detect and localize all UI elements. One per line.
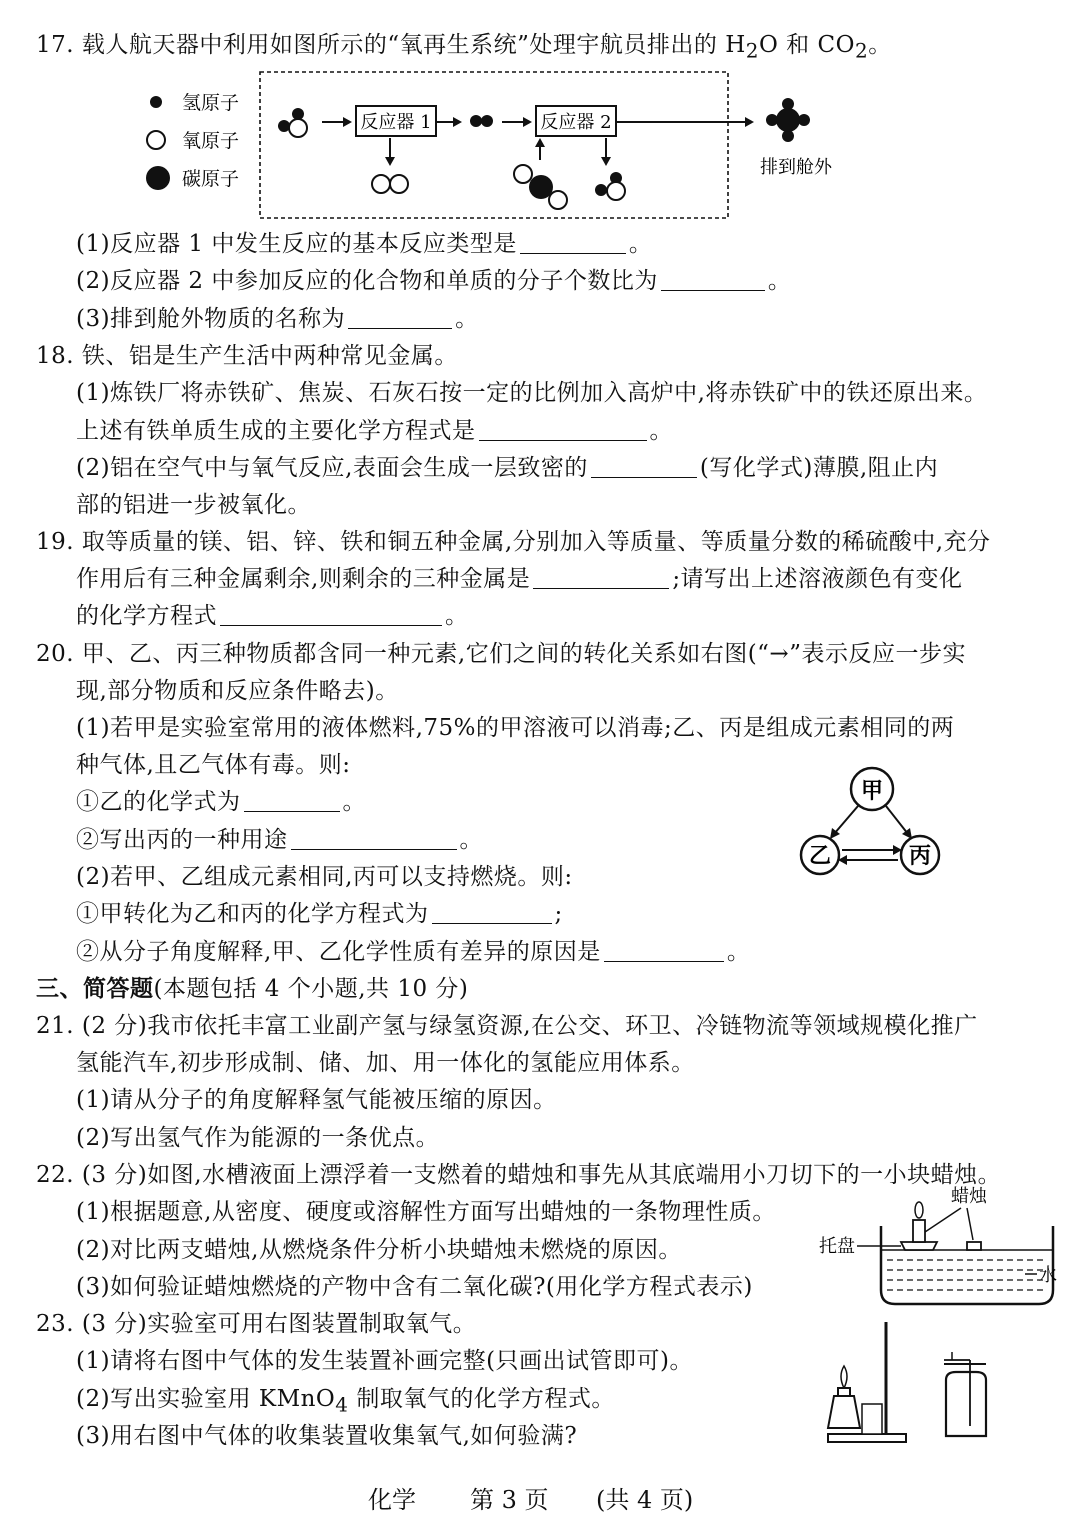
q23-line2: (1)请将右图中气体的发生装置补画完整(只画出试管即可)。 bbox=[76, 1348, 694, 1374]
svg-text:乙: 乙 bbox=[808, 843, 832, 869]
q21-line4: (2)写出氢气作为能源的一条优点。 bbox=[76, 1125, 440, 1151]
answer-blank[interactable] bbox=[661, 268, 765, 291]
label-candle: 蜡烛 bbox=[951, 1186, 987, 1207]
small-candle-piece bbox=[967, 1242, 981, 1250]
legend-carbon: 碳原子 bbox=[182, 168, 240, 190]
q23-line3: (2)写出实验室用 KMnO$_4$ 制取氧气的化学方程式。 bbox=[76, 1386, 615, 1417]
q19-line1: 19. 取等质量的镁、铝、锌、铁和铜五种金属,分别加入等质量、等质量分数的稀硫酸中,充分 bbox=[36, 529, 991, 555]
node-bing bbox=[901, 836, 939, 874]
svg-text:丙: 丙 bbox=[908, 843, 932, 869]
q23-line4: (3)用右图中气体的收集装置收集氧气,如何验满? bbox=[76, 1423, 578, 1449]
water-trough bbox=[881, 1226, 1053, 1304]
exhaust-label: 排到舱外 bbox=[760, 157, 832, 178]
q18-part1a: (1)炼铁厂将赤铁矿、焦炭、石灰石按一定的比例加入高炉中,将赤铁矿中的铁还原出来。 bbox=[76, 380, 988, 406]
q20-line6: ②写出丙的一种用途 。 bbox=[76, 827, 483, 853]
oxygen-legend-icon bbox=[147, 131, 165, 149]
q17-stem: 17. 载人航天器中利用如图所示的“氧再生系统”处理宇航员排出的 $H_2O$ 和 $CO_2$。 bbox=[36, 32, 892, 63]
hydrogen-legend-icon bbox=[150, 96, 162, 108]
q23-apparatus-diagram bbox=[820, 1316, 1000, 1452]
gas-collection-bottle bbox=[944, 1352, 986, 1436]
q21-line1: 21. (2 分)我市依托丰富工业副产氢与绿氢资源,在公交、环卫、冷链物流等领域规模化推广 bbox=[36, 1013, 978, 1039]
answer-blank[interactable] bbox=[244, 789, 340, 812]
svg-text:甲: 甲 bbox=[860, 778, 884, 804]
label-water: 水 bbox=[1039, 1265, 1057, 1286]
footer-subject: 化学 bbox=[368, 1486, 416, 1514]
q20-line2: 现,部分物质和反应条件略去)。 bbox=[76, 678, 399, 704]
q20-triangle-diagram bbox=[790, 762, 950, 880]
q20-line5: ①乙的化学式为 。 bbox=[76, 789, 366, 815]
q19-line3: 的化学方程式 。 bbox=[76, 603, 469, 629]
node-yi bbox=[801, 836, 839, 874]
reactor-2-label: 反应器 2 bbox=[540, 112, 612, 133]
answer-blank[interactable] bbox=[520, 231, 626, 254]
answer-blank[interactable] bbox=[432, 901, 552, 924]
q20-line7: (2)若甲、乙组成元素相同,丙可以支持燃烧。则: bbox=[76, 864, 573, 890]
q18-part2b: 部的铝进一步被氧化。 bbox=[76, 492, 311, 518]
q19-line2: 作用后有三种金属剩余,则剩余的三种金属是 ;请写出上述溶液颜色有变化 bbox=[76, 566, 963, 592]
water-molecule bbox=[278, 108, 307, 137]
system-frame bbox=[260, 72, 728, 218]
burning-candle bbox=[913, 1220, 925, 1242]
q20-line1: 20. 甲、乙、丙三种物质都含同一种元素,它们之间的转化关系如右图(“→”表示反应一步实 bbox=[36, 641, 966, 667]
q22-line1: 22. (3 分)如图,水槽液面上漂浮着一支燃着的蜡烛和事先从其底端用小刀切下的一小块蜡烛。 bbox=[36, 1162, 1002, 1188]
q18-part2a: (2)铝在空气中与氧气反应,表面会生成一层致密的 (写化学式)薄膜,阻止内 bbox=[76, 455, 939, 481]
label-tray: 托盘 bbox=[819, 1236, 855, 1257]
carbon-legend-icon bbox=[146, 166, 170, 190]
reactor-1-label: 反应器 1 bbox=[360, 112, 432, 133]
water-product-molecule bbox=[595, 172, 625, 200]
q22-candle-diagram bbox=[815, 1180, 1065, 1312]
legend-hydrogen: 氢原子 bbox=[182, 92, 240, 114]
flame-icon bbox=[915, 1202, 923, 1218]
q22-line4: (3)如何验证蜡烛燃烧的产物中含有二氧化碳?(用化学方程式表示) bbox=[76, 1274, 753, 1300]
q20-line9: ②从分子角度解释,甲、乙化学性质有差异的原因是 。 bbox=[76, 939, 751, 965]
methane-molecule bbox=[766, 98, 810, 142]
answer-blank[interactable] bbox=[291, 827, 457, 850]
hydrogen-molecule bbox=[470, 115, 493, 127]
footer-page-number: 第 3 页 bbox=[470, 1486, 549, 1514]
footer-total-pages: (共 4 页) bbox=[596, 1486, 694, 1514]
q22-line2: (1)根据题意,从密度、硬度或溶解性方面写出蜡烛的一条物理性质。 bbox=[76, 1199, 776, 1225]
answer-blank[interactable] bbox=[604, 939, 724, 962]
answer-blank[interactable] bbox=[591, 455, 697, 478]
q18-part1b: 上述有铁单质生成的主要化学方程式是 。 bbox=[76, 418, 673, 444]
oxygen-molecule bbox=[372, 175, 408, 193]
q17-part1: (1)反应器 1 中发生反应的基本反应类型是 。 bbox=[76, 231, 653, 257]
q17-part2: (2)反应器 2 中参加反应的化合物和单质的分子个数比为 。 bbox=[76, 268, 792, 294]
answer-blank[interactable] bbox=[479, 418, 647, 441]
iron-stand-base bbox=[828, 1434, 906, 1442]
answer-blank[interactable] bbox=[220, 603, 442, 626]
q21-line3: (1)请从分子的角度解释氢气能被压缩的原因。 bbox=[76, 1087, 557, 1113]
q17-diagram bbox=[140, 66, 840, 226]
q17-part3: (3)排到舱外物质的名称为 。 bbox=[76, 306, 479, 332]
section-3-heading: 三、简答题(本题包括 4 个小题,共 10 分) bbox=[36, 976, 469, 1002]
answer-blank[interactable] bbox=[533, 566, 669, 589]
q20-line4: 种气体,且乙气体有毒。则: bbox=[76, 752, 351, 778]
tray bbox=[901, 1242, 937, 1250]
alcohol-lamp-icon bbox=[828, 1366, 860, 1428]
q20-line8: ①甲转化为乙和丙的化学方程式为 ; bbox=[76, 901, 563, 927]
q20-line3: (1)若甲是实验室常用的液体燃料,75%的甲溶液可以消毒;乙、丙是组成元素相同的两 bbox=[76, 715, 955, 741]
q23-line1: 23. (3 分)实验室可用右图装置制取氧气。 bbox=[36, 1311, 477, 1337]
answer-blank[interactable] bbox=[348, 306, 452, 329]
legend-oxygen: 氧原子 bbox=[182, 130, 240, 152]
q21-line2: 氢能汽车,初步形成制、储、加、用一体化的氢能应用体系。 bbox=[76, 1050, 695, 1076]
carbon-dioxide-molecule bbox=[514, 165, 567, 209]
q22-line3: (2)对比两支蜡烛,从燃烧条件分析小块蜡烛未燃烧的原因。 bbox=[76, 1237, 682, 1263]
node-jia bbox=[851, 768, 893, 810]
q18-stem: 18. 铁、铝是生产生活中两种常见金属。 bbox=[36, 343, 458, 369]
